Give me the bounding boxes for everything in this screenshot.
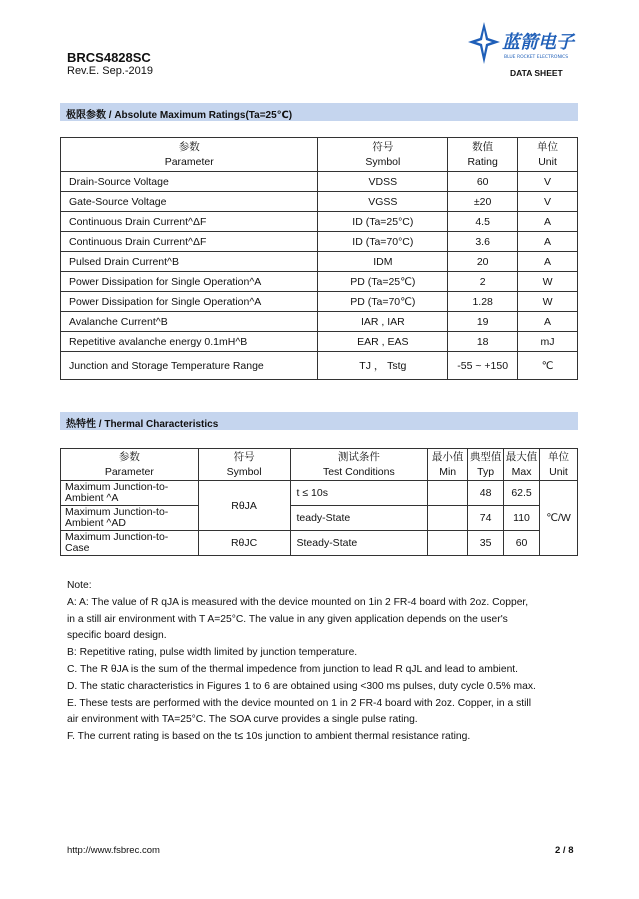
section-bar-absolute-max xyxy=(60,103,578,121)
note-line: air environment with TA=25°C. The SOA curve provides a single pulse rating. xyxy=(67,714,418,726)
notes-block xyxy=(67,578,587,746)
footer-url[interactable]: http://www.fsbrec.com xyxy=(67,845,160,856)
table-row: Continuous Drain Current^ΔF ID (Ta=25°C) 4.5 A xyxy=(61,212,578,232)
note-line: E. These tests are performed with the device mounted on 1 in 2 FR-4 board with 2oz. Copper, in a still xyxy=(67,697,531,709)
table-row: Repetitive avalanche energy 0.1mH^B EAR , EAS 18 mJ xyxy=(61,332,578,352)
section-title: 极限参数 / Absolute Maximum Ratings(Ta=25℃) xyxy=(66,110,293,121)
section-bar-thermal xyxy=(60,412,578,430)
note-line: B: Repetitive rating, pulse width limited by junction temperature. xyxy=(67,647,358,659)
note-line: D. The static characteristics in Figures 1 to 6 are obtained using <300 ms pulses, duty cycle 0.5% max. xyxy=(67,680,536,692)
table-header-row: 参数 Parameter 符号 Symbol 测试条件 Test Conditions 最小值 Min 典型值 Typ 最大值 Max 单位 Unit xyxy=(61,449,578,481)
company-logo xyxy=(462,20,582,66)
revision: Rev.E. Sep.-2019 xyxy=(67,65,154,77)
svg-text:BLUE ROCKET ELECTRONICS: BLUE ROCKET ELECTRONICS xyxy=(504,55,569,60)
table-row: Continuous Drain Current^ΔF ID (Ta=70°C) 3.6 A xyxy=(61,232,578,252)
table-row: Avalanche Current^B IAR , IAR 19 A xyxy=(61,312,578,332)
table-row: Junction and Storage Temperature Range TJ ， Tstg -55 ~ +150 ℃ xyxy=(61,352,578,380)
rocket-logo-icon xyxy=(462,20,582,66)
table-row: Power Dissipation for Single Operation^A PD (Ta=25℃) 2 W xyxy=(61,272,578,292)
table-header-row: 参数 Parameter 符号 Symbol 数值 Rating 单位 Unit xyxy=(61,138,578,172)
table-row: Pulsed Drain Current^B IDM 20 A xyxy=(61,252,578,272)
table-row: Maximum Junction-to- Ambient ^AD teady-State 74 110 xyxy=(61,506,578,531)
note-line: in a still air environment with T A=25°C. The value in any given application depends on the user's xyxy=(67,613,508,625)
svg-text:蓝箭电子: 蓝箭电子 xyxy=(502,32,574,53)
note-line: C. The R θJA is the sum of the thermal impedence from junction to lead R qJL and lead to ambient. xyxy=(67,663,519,675)
table-row: Drain-Source Voltage VDSS 60 V xyxy=(61,172,578,192)
doc-type: DATA SHEET xyxy=(510,68,563,78)
note-line: F. The current rating is based on the t≤ 10s junction to ambient thermal resistance rating. xyxy=(67,731,471,743)
table-row: Maximum Junction-to- Case RθJC Steady-State 35 60 xyxy=(61,531,578,556)
note-line: A: A: The value of R qJA is measured with the device mounted on 1in 2 FR-4 board with 2oz. Copper, xyxy=(67,596,529,608)
table-row: Gate-Source Voltage VGSS ±20 V xyxy=(61,192,578,212)
page-number: 2 / 8 xyxy=(555,845,574,856)
table-row: Power Dissipation for Single Operation^A PD (Ta=70℃) 1.28 W xyxy=(61,292,578,312)
thermal-table xyxy=(60,448,578,556)
notes-title: Note: xyxy=(67,580,92,591)
absolute-max-table xyxy=(60,137,578,380)
table-row: Maximum Junction-to- Ambient ^A RθJA t ≤ 10s 48 62.5 ℃/W xyxy=(61,481,578,506)
part-number: BRCS4828SC xyxy=(67,50,151,65)
section-title: 热特性 / Thermal Characteristics xyxy=(66,419,219,430)
note-line: specific board design. xyxy=(67,630,167,642)
